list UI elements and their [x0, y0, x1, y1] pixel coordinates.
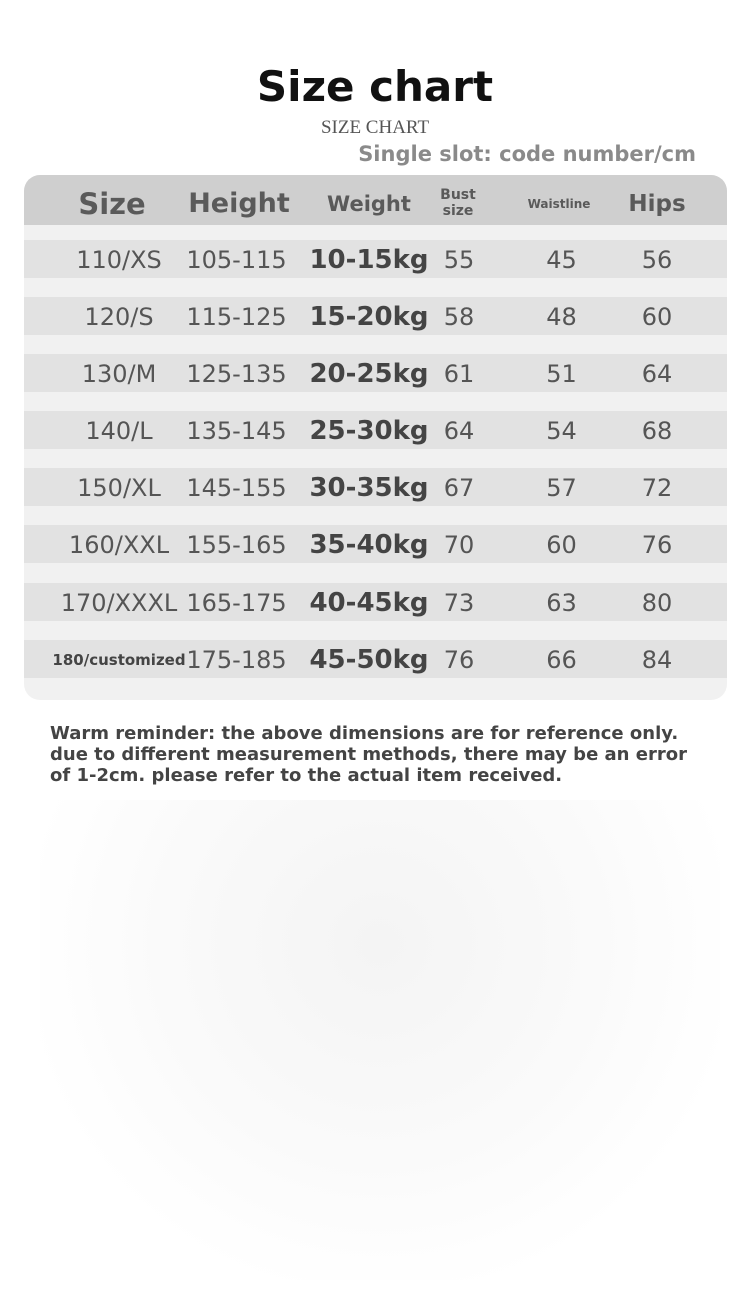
table-row — [24, 583, 727, 621]
blurred-background — [40, 800, 720, 1280]
cell-waist: 45 — [546, 246, 577, 274]
cell-weight: 30-35kg — [309, 473, 429, 503]
cell-size: 130/M — [81, 360, 157, 388]
unit-note: Single slot: code number/cm — [358, 142, 696, 166]
cell-height: 115-125 — [186, 303, 287, 331]
cell-hips: 84 — [641, 646, 673, 674]
header-bust-size: Bust size — [440, 187, 476, 219]
cell-hips: 76 — [641, 531, 673, 559]
table-header — [24, 175, 727, 225]
cell-height: 165-175 — [186, 589, 287, 617]
cell-size: 110/XS — [76, 246, 162, 274]
cell-bust: 58 — [443, 303, 475, 331]
cell-height: 155-165 — [186, 531, 287, 559]
cell-height: 135-145 — [186, 417, 287, 445]
cell-weight: 40-45kg — [309, 588, 429, 618]
cell-size: 160/XXL — [68, 531, 170, 559]
page-title: Size chart — [256, 62, 494, 111]
cell-waist: 66 — [546, 646, 577, 674]
table-row — [24, 297, 727, 335]
cell-bust: 70 — [443, 531, 475, 559]
cell-height: 145-155 — [186, 474, 287, 502]
table-row — [24, 640, 727, 678]
cell-waist: 51 — [546, 360, 577, 388]
cell-waist: 48 — [546, 303, 577, 331]
page-subtitle: SIZE CHART — [320, 117, 430, 138]
cell-size: 150/XL — [77, 474, 161, 502]
cell-hips: 68 — [641, 417, 673, 445]
table-row — [24, 354, 727, 392]
header-hips: Hips — [628, 191, 686, 217]
table-row — [24, 411, 727, 449]
header-size: Size — [78, 187, 146, 221]
cell-weight: 45-50kg — [309, 645, 429, 675]
cell-hips: 56 — [641, 246, 673, 274]
cell-height: 125-135 — [186, 360, 287, 388]
size-table — [24, 175, 727, 700]
header-height: Height — [188, 188, 290, 219]
cell-weight: 15-20kg — [309, 302, 429, 332]
cell-hips: 64 — [641, 360, 673, 388]
cell-waist: 54 — [546, 417, 577, 445]
cell-bust: 76 — [443, 646, 475, 674]
table-row — [24, 525, 727, 563]
cell-waist: 63 — [546, 589, 577, 617]
cell-waist: 60 — [546, 531, 577, 559]
reminder-text: Warm reminder: the above dimensions are for reference only. due to different measurement methods, there may be an error of 1-2cm. please refer to the actual item received. — [50, 723, 687, 786]
cell-weight: 25-30kg — [309, 416, 429, 446]
cell-weight: 10-15kg — [309, 245, 429, 275]
cell-size: 120/S — [84, 303, 154, 331]
cell-weight: 35-40kg — [309, 530, 429, 560]
cell-hips: 72 — [641, 474, 673, 502]
cell-waist: 57 — [546, 474, 577, 502]
cell-bust: 73 — [443, 589, 475, 617]
header-waistline: Waistline — [527, 197, 591, 211]
cell-height: 105-115 — [186, 246, 287, 274]
cell-bust: 61 — [443, 360, 475, 388]
cell-size: 170/XXXL — [60, 589, 178, 617]
cell-size: 180/customized — [52, 651, 186, 669]
table-row — [24, 240, 727, 278]
table-row — [24, 468, 727, 506]
cell-bust: 64 — [443, 417, 475, 445]
header-weight: Weight — [327, 192, 411, 216]
cell-hips: 60 — [641, 303, 673, 331]
cell-hips: 80 — [641, 589, 673, 617]
cell-height: 175-185 — [186, 646, 287, 674]
cell-bust: 55 — [443, 246, 475, 274]
cell-size: 140/L — [85, 417, 153, 445]
cell-bust: 67 — [443, 474, 475, 502]
cell-weight: 20-25kg — [309, 359, 429, 389]
